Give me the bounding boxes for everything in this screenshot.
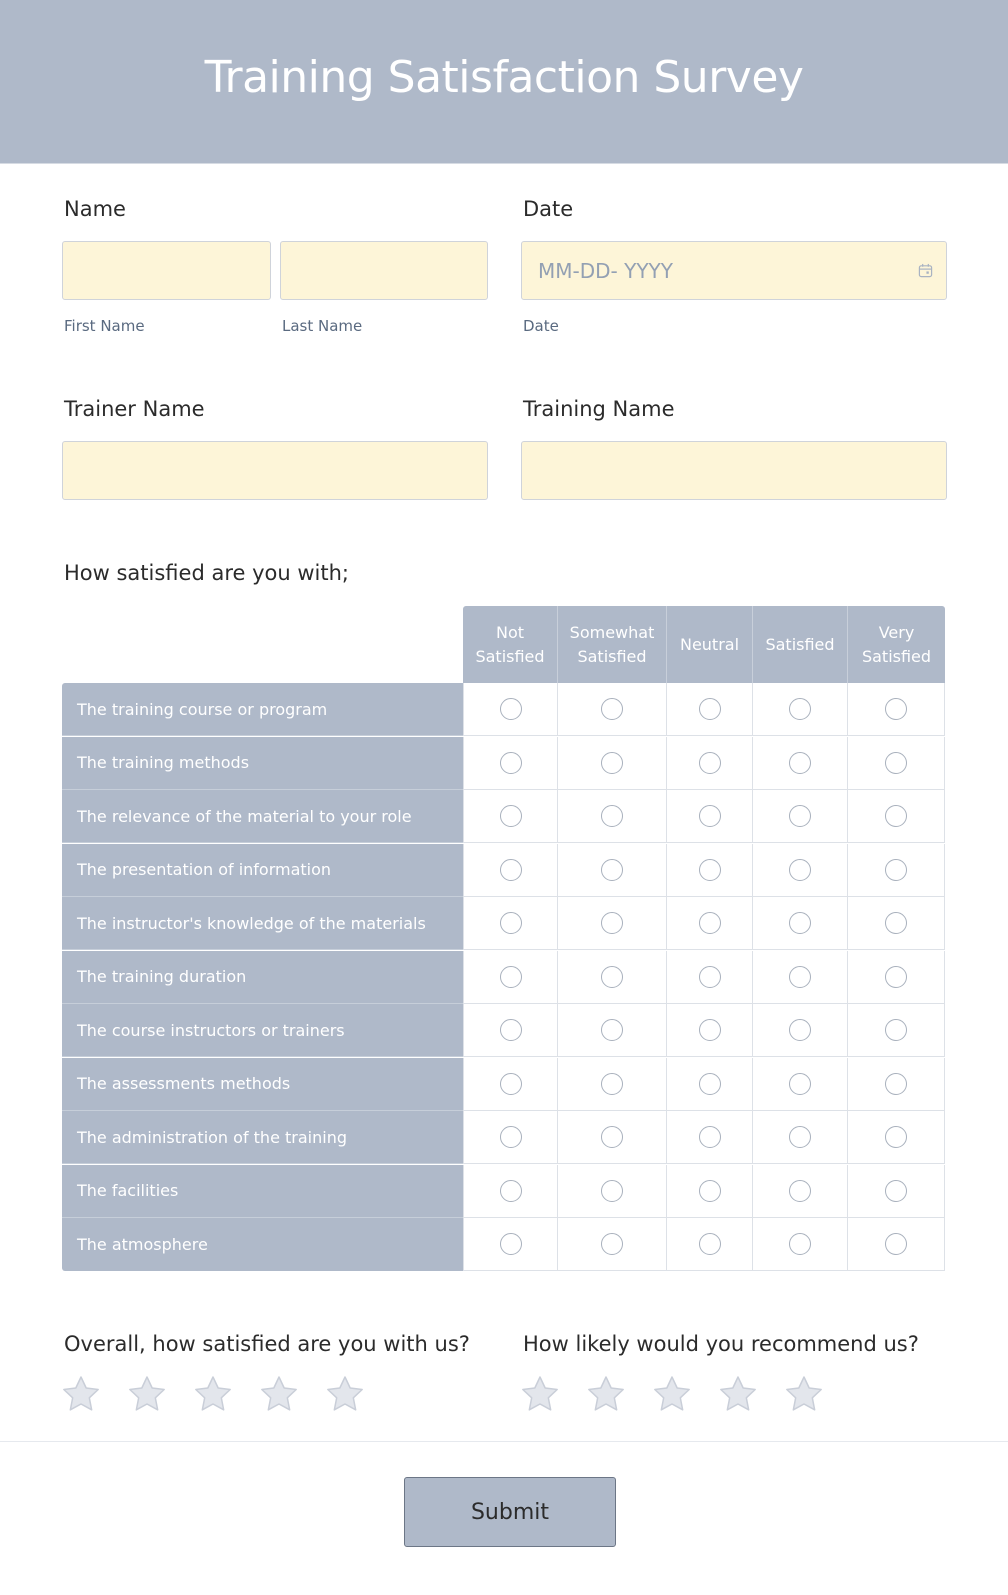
date-input[interactable]	[521, 241, 947, 300]
matrix-cell	[753, 737, 848, 790]
matrix-row-label: The instructor's knowledge of the materials	[62, 897, 463, 950]
last-name-input[interactable]	[280, 241, 488, 300]
star-icon[interactable]	[784, 1374, 824, 1414]
form-header	[0, 0, 1008, 164]
satisfaction-radio[interactable]	[789, 912, 811, 934]
matrix-cell	[753, 790, 848, 843]
satisfaction-radio[interactable]	[789, 966, 811, 988]
satisfaction-radio[interactable]	[699, 1126, 721, 1148]
form-title: Training Satisfaction Survey	[204, 52, 804, 103]
satisfaction-radio[interactable]	[789, 859, 811, 881]
satisfaction-radio[interactable]	[601, 859, 623, 881]
matrix-cell	[667, 683, 753, 736]
recommend-star-rating[interactable]	[520, 1374, 850, 1414]
matrix-cell	[753, 844, 848, 897]
last-name-sublabel: Last Name	[282, 317, 363, 335]
first-name-input[interactable]	[62, 241, 271, 300]
matrix-cell	[753, 1058, 848, 1111]
star-icon[interactable]	[61, 1374, 101, 1414]
satisfaction-radio[interactable]	[885, 966, 907, 988]
star-icon[interactable]	[325, 1374, 365, 1414]
matrix-cell	[848, 1218, 945, 1271]
matrix-cell	[463, 1004, 558, 1057]
matrix-cell	[753, 1111, 848, 1164]
satisfaction-radio[interactable]	[885, 698, 907, 720]
matrix-cell	[848, 1004, 945, 1057]
matrix-cell	[558, 897, 667, 950]
matrix-cell	[753, 683, 848, 736]
matrix-cell	[463, 1058, 558, 1111]
matrix-cell	[667, 1111, 753, 1164]
matrix-cell	[753, 951, 848, 1004]
name-label: Name	[64, 197, 126, 221]
matrix-cell	[667, 737, 753, 790]
matrix-cell	[558, 737, 667, 790]
matrix-cell	[667, 951, 753, 1004]
star-icon[interactable]	[718, 1374, 758, 1414]
star-icon[interactable]	[127, 1374, 167, 1414]
matrix-cell	[667, 897, 753, 950]
satisfaction-radio[interactable]	[789, 805, 811, 827]
star-icon[interactable]	[259, 1374, 299, 1414]
matrix-cell	[558, 1111, 667, 1164]
matrix-column-header: Neutral	[667, 606, 753, 683]
satisfaction-radio[interactable]	[500, 859, 522, 881]
matrix-cell	[667, 1165, 753, 1218]
matrix-cell	[463, 737, 558, 790]
satisfaction-radio[interactable]	[500, 912, 522, 934]
satisfaction-radio[interactable]	[789, 1073, 811, 1095]
matrix-cell	[463, 897, 558, 950]
satisfaction-radio[interactable]	[601, 698, 623, 720]
matrix-row-label: The facilities	[62, 1165, 463, 1218]
training-name-input[interactable]	[521, 441, 947, 500]
satisfaction-radio[interactable]	[789, 1180, 811, 1202]
date-sublabel: Date	[523, 317, 559, 335]
date-placeholder: MM-DD- YYYY	[538, 259, 673, 283]
satisfaction-radio[interactable]	[789, 752, 811, 774]
matrix-cell	[848, 1165, 945, 1218]
matrix-column-header: Somewhat Satisfied	[558, 606, 667, 683]
satisfaction-radio[interactable]	[500, 1233, 522, 1255]
matrix-cell	[463, 790, 558, 843]
matrix-cell	[848, 790, 945, 843]
satisfaction-radio[interactable]	[601, 1073, 623, 1095]
satisfaction-radio[interactable]	[699, 966, 721, 988]
matrix-cell	[558, 1004, 667, 1057]
satisfaction-radio[interactable]	[789, 698, 811, 720]
matrix-cell	[558, 790, 667, 843]
matrix-row-label: The training course or program	[62, 683, 463, 736]
matrix-cell	[463, 683, 558, 736]
satisfaction-radio[interactable]	[601, 966, 623, 988]
satisfaction-radio[interactable]	[699, 859, 721, 881]
satisfaction-radio[interactable]	[601, 1019, 623, 1041]
satisfaction-radio[interactable]	[500, 698, 522, 720]
satisfaction-radio[interactable]	[699, 698, 721, 720]
satisfaction-radio[interactable]	[500, 1180, 522, 1202]
star-icon[interactable]	[586, 1374, 626, 1414]
matrix-row-label: The assessments methods	[62, 1058, 463, 1111]
matrix-cell	[848, 1111, 945, 1164]
satisfaction-radio[interactable]	[699, 752, 721, 774]
matrix-cell	[463, 1218, 558, 1271]
recommend-rating-label: How likely would you recommend us?	[523, 1332, 919, 1356]
satisfaction-radio[interactable]	[601, 1126, 623, 1148]
satisfaction-radio[interactable]	[885, 1180, 907, 1202]
satisfaction-radio[interactable]	[699, 1180, 721, 1202]
star-icon[interactable]	[652, 1374, 692, 1414]
matrix-cell	[848, 683, 945, 736]
satisfaction-radio[interactable]	[500, 1019, 522, 1041]
matrix-cell	[558, 844, 667, 897]
matrix-cell	[667, 790, 753, 843]
satisfaction-radio[interactable]	[601, 912, 623, 934]
matrix-cell	[753, 1218, 848, 1271]
matrix-cell	[558, 1165, 667, 1218]
satisfaction-radio[interactable]	[699, 912, 721, 934]
matrix-cell	[848, 737, 945, 790]
satisfaction-radio[interactable]	[789, 1233, 811, 1255]
satisfaction-radio[interactable]	[885, 912, 907, 934]
satisfaction-radio[interactable]	[500, 1126, 522, 1148]
matrix-column-header: Satisfied	[753, 606, 848, 683]
satisfaction-radio[interactable]	[885, 805, 907, 827]
satisfaction-radio[interactable]	[885, 1073, 907, 1095]
satisfaction-radio[interactable]	[601, 1180, 623, 1202]
matrix-cell	[558, 1058, 667, 1111]
footer-divider	[0, 1441, 1008, 1442]
matrix-column-header: Very Satisfied	[848, 606, 945, 683]
submit-button[interactable]: Submit	[404, 1477, 616, 1547]
star-icon[interactable]	[193, 1374, 233, 1414]
trainer-name-input[interactable]	[62, 441, 488, 500]
matrix-cell	[558, 683, 667, 736]
satisfaction-radio[interactable]	[699, 805, 721, 827]
star-icon[interactable]	[520, 1374, 560, 1414]
matrix-row-label: The administration of the training	[62, 1111, 463, 1164]
matrix-column-header: Not Satisfied	[463, 606, 558, 683]
trainer-name-label: Trainer Name	[64, 397, 205, 421]
training-name-label: Training Name	[523, 397, 675, 421]
matrix-row-label: The training duration	[62, 951, 463, 1004]
matrix-cell	[667, 844, 753, 897]
satisfaction-radio[interactable]	[699, 1019, 721, 1041]
matrix-cell	[667, 1004, 753, 1057]
first-name-sublabel: First Name	[64, 317, 145, 335]
satisfaction-radio[interactable]	[500, 966, 522, 988]
satisfaction-radio[interactable]	[789, 1126, 811, 1148]
matrix-cell	[753, 1165, 848, 1218]
overall-rating-label: Overall, how satisfied are you with us?	[64, 1332, 470, 1356]
matrix-cell	[558, 951, 667, 1004]
satisfaction-radio[interactable]	[699, 1073, 721, 1095]
matrix-row-label: The relevance of the material to your role	[62, 790, 463, 843]
matrix-cell	[848, 951, 945, 1004]
satisfaction-radio[interactable]	[500, 805, 522, 827]
matrix-cell	[667, 1058, 753, 1111]
satisfaction-radio[interactable]	[885, 752, 907, 774]
satisfaction-radio[interactable]	[601, 1233, 623, 1255]
satisfaction-radio[interactable]	[885, 1019, 907, 1041]
satisfaction-radio[interactable]	[789, 1019, 811, 1041]
matrix-cell	[848, 897, 945, 950]
matrix-cell	[463, 1111, 558, 1164]
matrix-cell	[463, 844, 558, 897]
matrix-cell	[463, 1165, 558, 1218]
matrix-cell	[848, 1058, 945, 1111]
matrix-row-label: The atmosphere	[62, 1218, 463, 1271]
matrix-cell	[558, 1218, 667, 1271]
overall-star-rating[interactable]	[61, 1374, 391, 1414]
matrix-cell	[848, 844, 945, 897]
matrix-cell	[667, 1218, 753, 1271]
satisfaction-radio[interactable]	[500, 1073, 522, 1095]
matrix-cell	[753, 897, 848, 950]
satisfaction-radio[interactable]	[885, 1233, 907, 1255]
matrix-row-label: The training methods	[62, 737, 463, 790]
matrix-cell	[753, 1004, 848, 1057]
matrix-row-label: The course instructors or trainers	[62, 1004, 463, 1057]
matrix-question: How satisfied are you with;	[64, 561, 349, 585]
satisfaction-radio[interactable]	[699, 1233, 721, 1255]
matrix-row-label: The presentation of information	[62, 844, 463, 897]
calendar-icon[interactable]	[918, 263, 933, 278]
matrix-cell	[463, 951, 558, 1004]
satisfaction-radio[interactable]	[601, 805, 623, 827]
satisfaction-radio[interactable]	[885, 1126, 907, 1148]
satisfaction-radio[interactable]	[885, 859, 907, 881]
satisfaction-radio[interactable]	[500, 752, 522, 774]
satisfaction-radio[interactable]	[601, 752, 623, 774]
date-label: Date	[523, 197, 574, 221]
